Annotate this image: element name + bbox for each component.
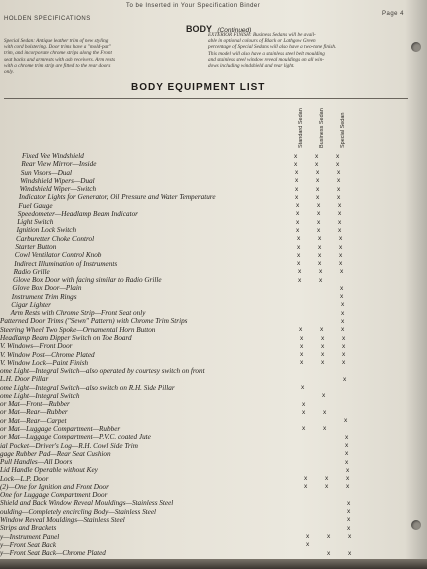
paragraph-line: able in optional colours of Black or Lathgow Green — [208, 38, 316, 45]
equipment-item: Fuel Gauge — [18, 201, 53, 210]
availability-mark: x — [306, 533, 310, 540]
availability-mark: x — [319, 276, 323, 284]
availability-mark: x — [304, 475, 308, 483]
availability-mark: x — [317, 202, 321, 210]
equipment-item: oulding—Completely encircling Body—Stainless Steel — [0, 507, 157, 516]
equipment-item: Rear View Mirror—Inside — [21, 160, 97, 169]
availability-mark: x — [322, 392, 326, 400]
availability-mark: x — [295, 177, 299, 185]
availability-mark: x — [300, 342, 304, 350]
equipment-item: Strips and Brackets — [0, 524, 57, 533]
availability-mark: x — [295, 193, 299, 201]
availability-mark: x — [297, 251, 301, 259]
availability-mark: x — [295, 185, 299, 193]
equipment-item: ial Pocket—Driver's Log—R.H. Cowl Side Trim — [0, 441, 138, 450]
equipment-item: gage Rubber Pad—Rear Seat Cushion — [0, 449, 111, 458]
availability-mark: x — [299, 326, 303, 334]
availability-mark: x — [296, 226, 300, 234]
availability-mark: x — [300, 359, 304, 367]
availability-mark: x — [321, 351, 325, 358]
availability-mark: x — [348, 549, 352, 557]
availability-mark: x — [315, 152, 319, 160]
availability-mark: x — [336, 160, 340, 168]
equipment-item: Carburetter Choke Control — [16, 234, 95, 243]
equipment-item: Steering Wheel Two Spoke—Ornamental Horn Button — [0, 325, 156, 334]
equipment-item: Patterned Door Trims ("Sewn" Pattern) with Chrome Trim Strips — [0, 317, 188, 326]
header-page-number: Page 4 — [382, 11, 405, 17]
paragraph-line: Special Sedan: Antique leather trim of new styling — [4, 38, 109, 44]
availability-mark: x — [338, 218, 342, 226]
equipment-item: Starter Button — [15, 243, 57, 251]
header-center: To be Inserted in Your Specification Binder — [126, 3, 261, 9]
availability-mark: x — [342, 334, 346, 342]
availability-mark: x — [316, 193, 320, 201]
availability-mark: x — [320, 326, 324, 334]
availability-mark: x — [317, 226, 321, 234]
availability-mark: x — [340, 284, 344, 292]
equipment-item: Speedometer—Headlamp Beam Indicator — [17, 209, 138, 218]
availability-mark: x — [339, 260, 343, 267]
equipment-item: Indirect Illumination of Instruments — [14, 259, 118, 268]
equipment-item: Lock—L.P. Door — [0, 474, 49, 483]
availability-mark: x — [341, 326, 345, 334]
equipment-item: or Mat—Rear—Rubber — [0, 408, 68, 417]
body-title-sub: (Continued) — [217, 27, 252, 34]
availability-mark: x — [325, 475, 329, 483]
availability-mark: x — [341, 309, 345, 317]
list-title: BODY EQUIPMENT LIST — [131, 82, 266, 93]
availability-mark: x — [348, 533, 352, 540]
availability-mark: x — [346, 466, 350, 474]
equipment-item: Window Reveal Mouldings—Stainless Steel — [0, 515, 125, 524]
availability-mark: x — [338, 202, 342, 210]
equipment-item: y—Front Seat Back — [0, 540, 57, 549]
equipment-item: Headlamp Beam Dipper Switch on Toe Board — [0, 334, 132, 342]
availability-mark: x — [345, 458, 349, 466]
availability-mark: x — [337, 193, 341, 201]
availability-mark: x — [344, 417, 348, 425]
equipment-item: L.H. Door Pillar — [0, 375, 49, 384]
equipment-item: V. Window Post—Chrome Plated — [0, 350, 95, 359]
equipment-item: or Mat—Front—Rubber — [0, 400, 70, 409]
availability-mark: x — [306, 541, 310, 549]
availability-mark: x — [300, 351, 304, 358]
availability-mark: x — [345, 433, 349, 441]
page-bottom-shadow — [0, 559, 427, 569]
equipment-item: Sun Visors—Dual — [20, 168, 72, 177]
paragraph-line: and stainless steel window reveal mouldings on all win- — [208, 56, 324, 63]
equipment-item: Cigar Lighter — [11, 300, 51, 309]
equipment-item: y—Instrument Panel — [0, 532, 60, 541]
availability-mark: x — [315, 160, 319, 168]
equipment-item: Pull Handles—All Doors — [0, 458, 73, 466]
equipment-item: One for Luggage Compartment Door — [0, 491, 108, 500]
availability-mark: x — [302, 400, 306, 408]
availability-mark: x — [345, 442, 349, 449]
availability-mark: x — [338, 210, 342, 218]
equipment-item: Glove Box Door with facing similar to Radio Grille — [13, 276, 162, 285]
special-sedan-paragraph — [4, 38, 115, 75]
availability-mark: x — [339, 243, 343, 251]
column-header: Standard Sedan — [298, 108, 304, 148]
availability-mark: x — [325, 483, 329, 491]
availability-mark: x — [301, 384, 305, 392]
equipment-item: Cowl Ventilator Control Knob — [14, 251, 102, 260]
availability-mark: x — [318, 251, 322, 259]
equipment-item: ome Light—Integral Switch — [0, 391, 80, 400]
equipment-item: Light Switch — [17, 218, 54, 227]
availability-mark: x — [337, 185, 341, 193]
availability-mark: x — [347, 499, 351, 507]
equipment-item: Ignition Lock Switch — [16, 226, 77, 235]
availability-mark: x — [302, 425, 306, 433]
availability-mark: x — [343, 375, 347, 383]
availability-mark: x — [316, 169, 320, 176]
availability-mark: x — [323, 408, 327, 416]
paragraph-line: trim, and incorporate chrome strips along the Front — [4, 50, 112, 57]
availability-mark: x — [321, 359, 325, 367]
availability-mark: x — [298, 276, 302, 284]
availability-mark: x — [295, 169, 299, 176]
paragraph-line: This model will also have a stainless steel belt moulding — [208, 50, 325, 57]
availability-mark: x — [327, 533, 331, 540]
availability-mark: x — [297, 243, 301, 251]
availability-mark: x — [341, 317, 345, 325]
paragraph-line: dows including windshield and rear light. — [208, 63, 295, 70]
availability-mark: x — [318, 243, 322, 251]
equipment-item: V. Windows—Front Door — [0, 342, 73, 351]
equipment-item: Glove Box Door—Plain — [12, 284, 82, 293]
availability-mark: x — [316, 177, 320, 185]
paragraph-line: EXTERIOR FINISH: Business Sedans will be avail- — [208, 32, 316, 38]
equipment-item: or Mat—Luggage Compartment—Rubber — [0, 424, 121, 433]
paragraph-line: only. — [4, 69, 14, 76]
title-divider — [4, 98, 408, 99]
equipment-item: Radio Grille — [13, 267, 50, 276]
availability-mark: x — [318, 235, 322, 243]
equipment-item: Lid Handle Operable without Key — [0, 466, 98, 475]
availability-mark: x — [340, 293, 344, 301]
page-edge-shadow — [405, 0, 427, 569]
availability-mark: x — [321, 342, 325, 350]
availability-mark: x — [337, 177, 341, 185]
availability-mark: x — [323, 425, 327, 433]
availability-mark: x — [340, 268, 344, 276]
availability-mark: x — [336, 152, 340, 160]
availability-mark: x — [318, 260, 322, 267]
availability-mark: x — [294, 152, 298, 160]
header-left: HOLDEN SPECIFICATIONS — [4, 16, 91, 22]
column-header: Special Sedan — [340, 112, 346, 148]
binder-hole — [411, 520, 421, 530]
equipment-item: Indicator Lights for Generator, Oil Pressure and Water Temperature — [19, 193, 216, 202]
equipment-item: Arm Rests with Chrome Strip—Front Seat only — [10, 309, 146, 318]
availability-mark: x — [337, 169, 341, 176]
exterior-finish-paragraph — [208, 32, 336, 69]
availability-mark: x — [296, 218, 300, 226]
availability-mark: x — [298, 268, 302, 276]
availability-mark: x — [347, 508, 351, 516]
equipment-item: Instrument Trim Rings — [11, 292, 77, 301]
availability-mark: x — [342, 359, 346, 367]
equipment-item: or Mat—Luggage Compartment—P.V.C. coated Jute — [0, 433, 151, 442]
equipment-item: Windshield Wiper—Switch — [19, 185, 97, 194]
availability-mark: x — [321, 334, 325, 342]
equipment-item: Shield and Back Window Reveal Mouldings—Stainless Steel — [0, 499, 174, 508]
equipment-item: ome Light—Integral Switch—also switch on R.H. Side Pillar — [0, 383, 175, 392]
availability-mark: x — [338, 226, 342, 234]
availability-mark: x — [342, 351, 346, 358]
availability-mark: x — [346, 475, 350, 483]
body-title-main: BODY — [186, 24, 212, 34]
availability-mark: x — [345, 450, 349, 458]
availability-mark: x — [347, 524, 351, 532]
availability-mark: x — [300, 334, 304, 342]
availability-mark: x — [342, 342, 346, 350]
availability-mark: x — [297, 260, 301, 267]
availability-mark: x — [302, 408, 306, 416]
equipment-item: Fixed Vee Windshield — [22, 152, 84, 160]
availability-mark: x — [339, 235, 343, 243]
column-header: Business Sedan — [319, 108, 325, 148]
availability-mark: x — [341, 301, 345, 309]
equipment-item: Windshield Wipers—Dual — [20, 176, 95, 185]
availability-mark: x — [297, 235, 301, 243]
availability-mark: x — [317, 210, 321, 218]
paragraph-line: percentage of Special Sedans will also have a two-tone finish. — [208, 44, 337, 51]
availability-mark: x — [346, 483, 350, 491]
availability-mark: x — [339, 251, 343, 259]
availability-mark: x — [294, 160, 298, 168]
equipment-item: y—Front Seat Back—Chrome Plated — [0, 549, 106, 557]
equipment-item: ome Light—Integral Switch—also operated by courtesy switch on front — [0, 367, 205, 375]
availability-mark: x — [304, 483, 308, 491]
availability-mark: x — [347, 516, 351, 524]
availability-mark: x — [296, 210, 300, 218]
availability-mark: x — [296, 202, 300, 210]
availability-mark: x — [317, 218, 321, 226]
equipment-item: V. Window Lock—Paint Finish — [0, 358, 89, 367]
paragraph-line: seat backs and armrests with ash receivers. Arm rests — [4, 56, 115, 63]
equipment-item: (2)—One for Ignition and Front Door — [0, 482, 109, 491]
paragraph-line: with a chrome trim strip are fitted to the rear doors — [4, 62, 111, 69]
paragraph-line: with cord bolstering. Door trims have a "mold-pat" — [4, 44, 111, 51]
availability-mark: x — [327, 549, 331, 557]
equipment-item: or Mat—Rear—Carpet — [0, 416, 67, 425]
availability-mark: x — [319, 268, 323, 276]
availability-mark: x — [316, 185, 320, 193]
binder-hole — [411, 42, 421, 52]
